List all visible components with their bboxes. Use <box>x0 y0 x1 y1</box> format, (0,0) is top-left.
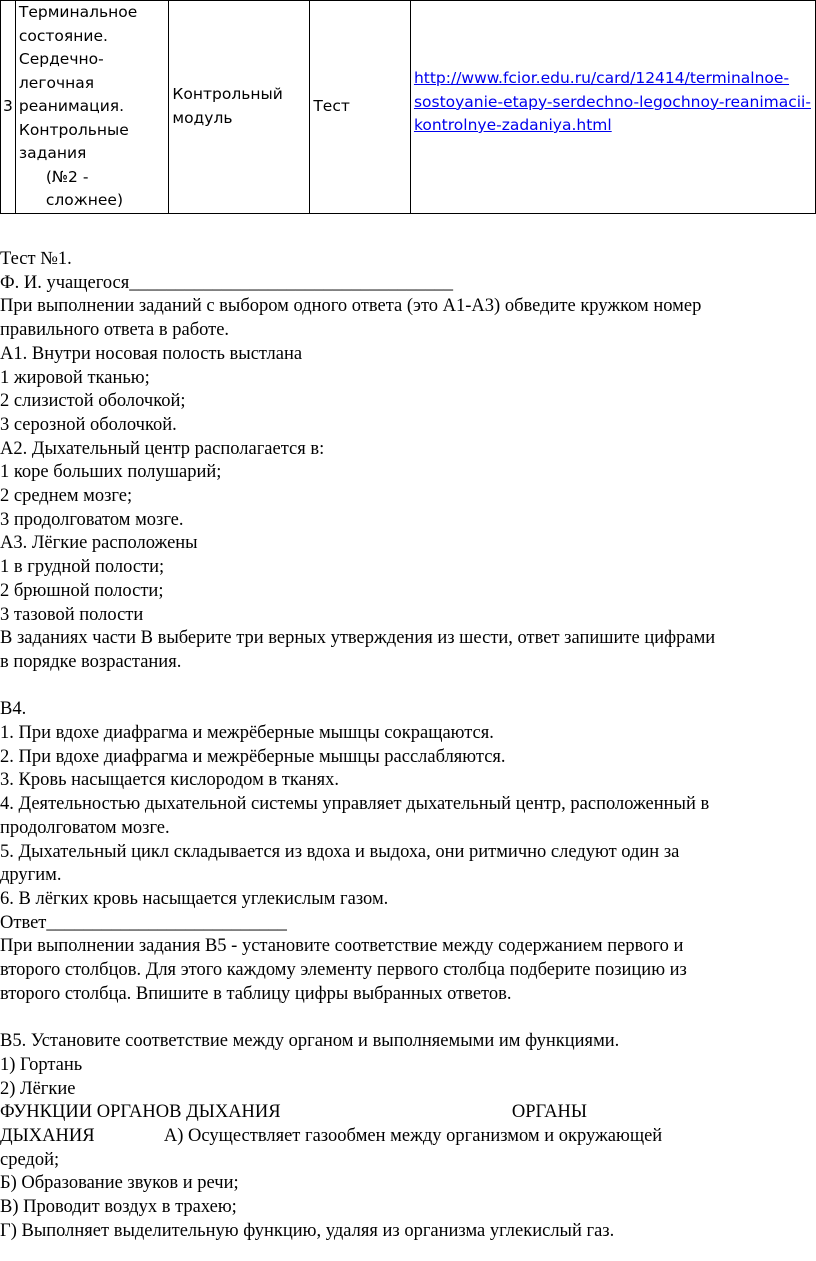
link-cell <box>410 1 815 214</box>
row-number: 3 <box>1 1 16 214</box>
option: 2 слизистой оболочкой; <box>0 391 186 412</box>
type-cell: Тест <box>310 1 411 214</box>
table-row <box>1 1 816 214</box>
option: 2 брюшной полости; <box>0 580 164 601</box>
statement: 5. Дыхательный цикл складывается из вдоха и выдоха, они ритмично следуют один за <box>0 841 680 862</box>
statement: продолговатом мозге. <box>0 817 170 838</box>
answer-line: Ответ__________________________ <box>0 912 287 933</box>
instruction-a: правильного ответа в работе. <box>0 320 230 341</box>
statement: 6. В лёгких кровь насыщается углекислым газом. <box>0 888 389 909</box>
option: 1 в грудной полости; <box>0 557 165 578</box>
instruction-b5: второго столбца. Впишите в таблицу цифры выбранных ответов. <box>0 983 512 1004</box>
organ-option: 2) Лёгкие <box>0 1078 76 1099</box>
function-item: Б) Образование звуков и речи; <box>0 1173 239 1194</box>
instruction-b5: При выполнении задания В5 - установите соответствие между содержанием первого и <box>0 936 684 957</box>
option: 2 среднем мозге; <box>0 486 133 507</box>
columns-header: ДЫХАНИЯ А) Осуществляет газообмен между организмом и окружающей <box>0 1125 663 1146</box>
topic-cell: Терминальное состояние. Сердечно- легочная реанимация. Контрольные задания (№2 - сложнее) <box>15 1 169 214</box>
resource-link[interactable]: http://www.fcior.edu.ru/card/12414/terminalnoe- sostoyanie-etapy-serdechno-legochnoy-reanimacii- kontrolnye-zadaniya.html <box>413 69 811 134</box>
question-a3: А3. Лёгкие расположены <box>0 533 198 554</box>
instruction-b: В заданиях части В выберите три верных утверждения из шести, ответ запишите цифрами <box>0 628 716 649</box>
statement: 1. При вдохе диафрагма и межрёберные мышцы сокращаются. <box>0 723 494 744</box>
statement: 3. Кровь насыщается кислородом в тканях. <box>0 770 340 791</box>
function-item: Г) Выполняет выделительную функцию, удаляя из организма углекислый газ. <box>0 1220 615 1241</box>
instruction-b: в порядке возрастания. <box>0 651 182 672</box>
student-name-line: Ф. И. учащегося___________________________________ <box>0 272 454 293</box>
option: 3 продолговатом мозге. <box>0 509 184 530</box>
option: 1 коре больших полушарий; <box>0 462 222 483</box>
option: 3 тазовой полости <box>0 604 144 625</box>
statement: 2. При вдохе диафрагма и межрёберные мышцы расслабляются. <box>0 746 506 767</box>
question-b5: В5. Установите соответствие между органом и выполняемыми им функциями. <box>0 1031 620 1052</box>
statement: другим. <box>0 865 62 886</box>
test-title: Тест №1. <box>0 249 72 269</box>
function-item: В) Проводит воздух в трахею; <box>0 1197 237 1218</box>
module-cell: Контрольный модуль <box>169 1 310 214</box>
instruction-a: При выполнении заданий с выбором одного ответа (это А1-А3) обведите кружком номер <box>0 296 702 317</box>
option: 3 серозной оболочкой. <box>0 414 177 435</box>
test-body <box>0 248 814 1244</box>
function-item: средой; <box>0 1149 60 1170</box>
instruction-b5: второго столбцов. Для этого каждому элементу первого столбца подберите позицию из <box>0 960 687 981</box>
question-b4-label: В4. <box>0 699 27 720</box>
question-a1: А1. Внутри носовая полость выстлана <box>0 343 303 364</box>
option: 1 жировой тканью; <box>0 367 150 388</box>
organ-option: 1) Гортань <box>0 1054 83 1075</box>
resource-table <box>0 0 816 214</box>
question-a2: А2. Дыхательный центр располагается в: <box>0 438 325 459</box>
statement: 4. Деятельностью дыхательной системы управляет дыхательный центр, расположенный в <box>0 794 710 815</box>
columns-header: ФУНКЦИИ ОРГАНОВ ДЫХАНИЯ ОРГАНЫ <box>0 1102 588 1123</box>
